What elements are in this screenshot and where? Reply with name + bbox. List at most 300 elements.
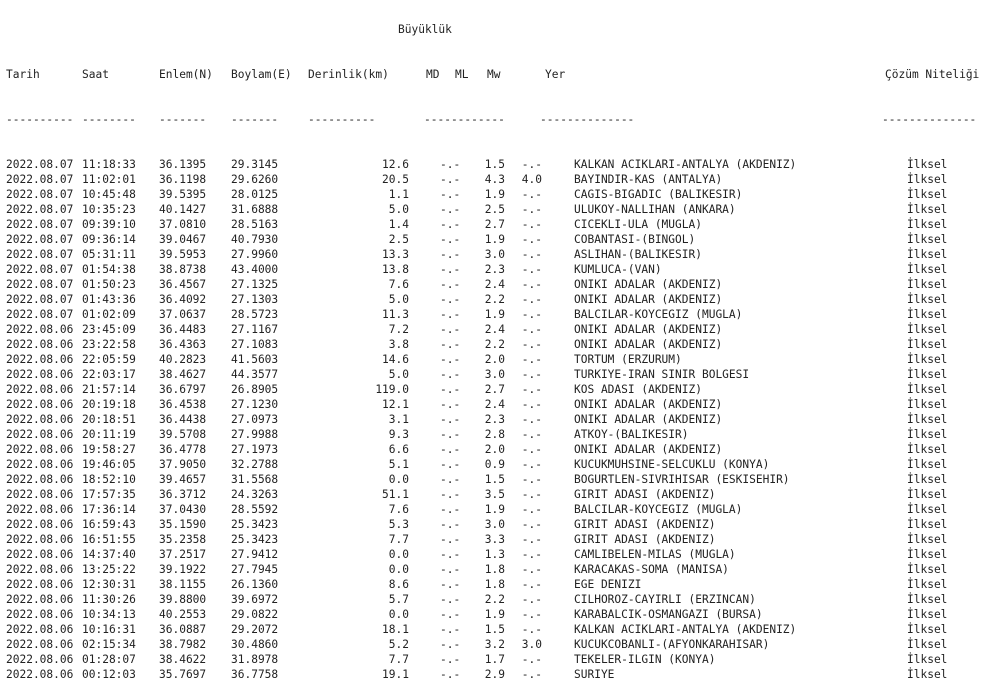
event-date: 2022.08.06 [6, 473, 74, 486]
event-mw: -.- [521, 323, 542, 336]
event-md: -.- [440, 428, 461, 441]
event-depth: 0.0 [388, 548, 409, 561]
event-mw: -.- [521, 458, 542, 471]
event-date: 2022.08.06 [6, 653, 74, 666]
event-solution-type: İlksel [907, 518, 948, 531]
event-mw: -.- [521, 608, 542, 621]
event-depth: 12.6 [382, 158, 409, 171]
separator-row [6, 112, 977, 127]
header-yer: Yer [545, 68, 566, 81]
event-time: 19:58:27 [82, 443, 136, 456]
event-longitude: 29.3145 [231, 158, 279, 171]
event-ml: 2.4 [484, 398, 505, 411]
table-row [6, 367, 977, 382]
event-solution-type: İlksel [907, 248, 948, 261]
event-mw: -.- [521, 653, 542, 666]
event-latitude: 38.8738 [159, 263, 207, 276]
event-longitude: 29.0822 [231, 608, 279, 621]
event-location: ASLIHAN-(BALIKESIR) [574, 248, 702, 261]
event-md: -.- [440, 413, 461, 426]
event-md: -.- [440, 458, 461, 471]
event-mw: -.- [521, 548, 542, 561]
event-solution-type: İlksel [907, 533, 948, 546]
event-location: GIRIT ADASI (AKDENIZ) [574, 533, 716, 546]
event-md: -.- [440, 608, 461, 621]
table-row [6, 172, 977, 187]
event-time: 18:52:10 [82, 473, 136, 486]
event-ml: 2.9 [484, 668, 505, 681]
event-mw: -.- [521, 443, 542, 456]
event-latitude: 39.0467 [159, 233, 207, 246]
table-row [6, 577, 977, 592]
event-longitude: 27.1303 [231, 293, 279, 306]
event-depth: 1.1 [388, 188, 409, 201]
table-row [6, 352, 977, 367]
event-latitude: 36.4438 [159, 413, 207, 426]
event-location: ONIKI ADALAR (AKDENIZ) [574, 443, 723, 456]
event-longitude: 24.3263 [231, 488, 279, 501]
event-location: BAYINDIR-KAS (ANTALYA) [574, 173, 723, 186]
table-row [6, 652, 977, 667]
event-location: TORTUM (ERZURUM) [574, 353, 682, 366]
event-depth: 11.3 [382, 308, 409, 321]
event-depth: 2.5 [388, 233, 409, 246]
event-date: 2022.08.07 [6, 293, 74, 306]
event-latitude: 35.2358 [159, 533, 207, 546]
event-location: KALKAN ACIKLARI-ANTALYA (AKDENIZ) [574, 623, 797, 636]
event-longitude: 27.7945 [231, 563, 279, 576]
event-location: EGE DENIZI [574, 578, 642, 591]
event-latitude: 37.0430 [159, 503, 207, 516]
event-solution-type: İlksel [907, 233, 948, 246]
event-depth: 5.2 [388, 638, 409, 651]
event-md: -.- [440, 503, 461, 516]
event-location: ATKOY-(BALIKESIR) [574, 428, 689, 441]
event-location: KUMLUCA-(VAN) [574, 263, 662, 276]
event-ml: 3.0 [484, 248, 505, 261]
event-latitude: 36.1198 [159, 173, 207, 186]
event-time: 02:15:34 [82, 638, 136, 651]
event-location: KUCUKMUHSINE-SELCUKLU (KONYA) [574, 458, 770, 471]
event-time: 20:19:18 [82, 398, 136, 411]
event-mw: -.- [521, 533, 542, 546]
event-md: -.- [440, 248, 461, 261]
event-time: 01:50:23 [82, 278, 136, 291]
event-time: 01:54:38 [82, 263, 136, 276]
event-longitude: 27.0973 [231, 413, 279, 426]
table-row [6, 607, 977, 622]
event-time: 11:30:26 [82, 593, 136, 606]
event-longitude: 27.9412 [231, 548, 279, 561]
event-solution-type: İlksel [907, 563, 948, 576]
event-time: 14:37:40 [82, 548, 136, 561]
event-latitude: 36.4538 [159, 398, 207, 411]
event-solution-type: İlksel [907, 413, 948, 426]
event-md: -.- [440, 263, 461, 276]
event-longitude: 27.1325 [231, 278, 279, 291]
event-solution-type: İlksel [907, 458, 948, 471]
event-time: 10:35:23 [82, 203, 136, 216]
header-ml: ML [455, 68, 469, 81]
event-solution-type: İlksel [907, 578, 948, 591]
event-mw: -.- [521, 233, 542, 246]
event-ml: 2.2 [484, 293, 505, 306]
event-md: -.- [440, 518, 461, 531]
event-solution-type: İlksel [907, 218, 948, 231]
table-row [6, 157, 977, 172]
table-row [6, 622, 977, 637]
event-md: -.- [440, 353, 461, 366]
event-mw: -.- [521, 623, 542, 636]
event-time: 17:57:35 [82, 488, 136, 501]
event-latitude: 39.5395 [159, 188, 207, 201]
event-solution-type: İlksel [907, 353, 948, 366]
table-row [6, 637, 977, 652]
separator-enlem: ------- [159, 113, 207, 126]
event-md: -.- [440, 548, 461, 561]
event-time: 09:39:10 [82, 218, 136, 231]
event-solution-type: İlksel [907, 473, 948, 486]
event-ml: 1.9 [484, 233, 505, 246]
event-date: 2022.08.06 [6, 548, 74, 561]
event-latitude: 39.5708 [159, 428, 207, 441]
event-depth: 18.1 [382, 623, 409, 636]
event-date: 2022.08.06 [6, 443, 74, 456]
event-md: -.- [440, 383, 461, 396]
event-latitude: 36.4778 [159, 443, 207, 456]
event-solution-type: İlksel [907, 278, 948, 291]
event-ml: 3.0 [484, 518, 505, 531]
event-ml: 1.9 [484, 503, 505, 516]
event-latitude: 38.1155 [159, 578, 207, 591]
event-date: 2022.08.06 [6, 458, 74, 471]
table-row [6, 562, 977, 577]
event-depth: 7.2 [388, 323, 409, 336]
header-md: MD [426, 68, 440, 81]
event-mw: -.- [521, 218, 542, 231]
event-latitude: 40.1427 [159, 203, 207, 216]
event-md: -.- [440, 443, 461, 456]
event-longitude: 40.7930 [231, 233, 279, 246]
event-longitude: 26.8905 [231, 383, 279, 396]
event-depth: 13.8 [382, 263, 409, 276]
event-time: 20:11:19 [82, 428, 136, 441]
magnitude-group-label: Büyüklük [398, 23, 452, 36]
header-saat: Saat [82, 68, 109, 81]
event-location: TEKELER-ILGIN (KONYA) [574, 653, 716, 666]
table-row [6, 517, 977, 532]
event-date: 2022.08.07 [6, 278, 74, 291]
event-longitude: 29.2072 [231, 623, 279, 636]
event-mw: -.- [521, 308, 542, 321]
table-row [6, 532, 977, 547]
event-time: 22:05:59 [82, 353, 136, 366]
event-solution-type: İlksel [907, 638, 948, 651]
event-solution-type: İlksel [907, 263, 948, 276]
event-date: 2022.08.07 [6, 308, 74, 321]
event-location: KARABALCIK-OSMANGAZI (BURSA) [574, 608, 763, 621]
table-row [6, 322, 977, 337]
event-mw: -.- [521, 368, 542, 381]
event-md: -.- [440, 398, 461, 411]
event-ml: 2.0 [484, 353, 505, 366]
header-tarih: Tarih [6, 68, 40, 81]
event-depth: 1.4 [388, 218, 409, 231]
event-time: 20:18:51 [82, 413, 136, 426]
event-longitude: 28.5723 [231, 308, 279, 321]
event-md: -.- [440, 218, 461, 231]
event-ml: 1.7 [484, 653, 505, 666]
event-location: BALCILAR-KOYCEGIZ (MUGLA) [574, 503, 743, 516]
event-location: CAMLIBELEN-MILAS (MUGLA) [574, 548, 736, 561]
event-ml: 2.3 [484, 413, 505, 426]
event-ml: 1.9 [484, 308, 505, 321]
event-longitude: 31.5568 [231, 473, 279, 486]
event-mw: -.- [521, 473, 542, 486]
event-md: -.- [440, 308, 461, 321]
table-row [6, 337, 977, 352]
event-time: 19:46:05 [82, 458, 136, 471]
event-location: ONIKI ADALAR (AKDENIZ) [574, 293, 723, 306]
event-latitude: 39.5953 [159, 248, 207, 261]
event-depth: 5.3 [388, 518, 409, 531]
event-ml: 2.4 [484, 278, 505, 291]
event-ml: 2.7 [484, 218, 505, 231]
event-latitude: 37.0810 [159, 218, 207, 231]
table-row [6, 487, 977, 502]
event-mw: -.- [521, 338, 542, 351]
event-time: 05:31:11 [82, 248, 136, 261]
event-depth: 8.6 [388, 578, 409, 591]
event-mw: -.- [521, 668, 542, 681]
event-mw: -.- [521, 353, 542, 366]
event-md: -.- [440, 323, 461, 336]
separator-derinlik: ---------- [308, 113, 376, 126]
event-solution-type: İlksel [907, 548, 948, 561]
event-longitude: 39.6972 [231, 593, 279, 606]
event-depth: 0.0 [388, 563, 409, 576]
table-row [6, 397, 977, 412]
event-solution-type: İlksel [907, 668, 948, 681]
event-depth: 5.0 [388, 293, 409, 306]
event-depth: 7.6 [388, 278, 409, 291]
event-md: -.- [440, 173, 461, 186]
table-row [6, 472, 977, 487]
event-latitude: 36.3712 [159, 488, 207, 501]
event-longitude: 25.3423 [231, 518, 279, 531]
event-mw: -.- [521, 428, 542, 441]
event-ml: 1.9 [484, 608, 505, 621]
event-depth: 0.0 [388, 473, 409, 486]
event-ml: 3.2 [484, 638, 505, 651]
event-longitude: 32.2788 [231, 458, 279, 471]
event-longitude: 27.1230 [231, 398, 279, 411]
event-solution-type: İlksel [907, 623, 948, 636]
event-date: 2022.08.06 [6, 503, 74, 516]
event-solution-type: İlksel [907, 593, 948, 606]
event-depth: 119.0 [375, 383, 409, 396]
event-depth: 7.6 [388, 503, 409, 516]
event-ml: 4.3 [484, 173, 505, 186]
event-latitude: 36.4363 [159, 338, 207, 351]
table-row [6, 262, 977, 277]
event-date: 2022.08.06 [6, 518, 74, 531]
event-solution-type: İlksel [907, 503, 948, 516]
table-row [6, 217, 977, 232]
event-md: -.- [440, 473, 461, 486]
header-row [6, 67, 980, 82]
event-latitude: 35.1590 [159, 518, 207, 531]
event-location: BALCILAR-KOYCEGIZ (MUGLA) [574, 308, 743, 321]
event-latitude: 36.0887 [159, 623, 207, 636]
event-location: ULUKOY-NALLIHAN (ANKARA) [574, 203, 736, 216]
event-time: 16:59:43 [82, 518, 136, 531]
event-latitude: 39.4657 [159, 473, 207, 486]
event-ml: 1.8 [484, 578, 505, 591]
event-time: 01:02:09 [82, 308, 136, 321]
event-date: 2022.08.06 [6, 398, 74, 411]
event-depth: 5.1 [388, 458, 409, 471]
event-solution-type: İlksel [907, 653, 948, 666]
event-location: ONIKI ADALAR (AKDENIZ) [574, 413, 723, 426]
event-ml: 2.2 [484, 593, 505, 606]
event-time: 09:36:14 [82, 233, 136, 246]
event-solution-type: İlksel [907, 383, 948, 396]
event-mw: -.- [521, 188, 542, 201]
event-latitude: 36.4092 [159, 293, 207, 306]
table-row [6, 502, 977, 517]
event-time: 01:28:07 [82, 653, 136, 666]
event-depth: 14.6 [382, 353, 409, 366]
table-row [6, 547, 977, 562]
event-longitude: 31.8978 [231, 653, 279, 666]
event-location: GIRIT ADASI (AKDENIZ) [574, 488, 716, 501]
event-depth: 12.1 [382, 398, 409, 411]
event-date: 2022.08.06 [6, 638, 74, 651]
event-md: -.- [440, 593, 461, 606]
event-longitude: 28.0125 [231, 188, 279, 201]
event-latitude: 39.8800 [159, 593, 207, 606]
event-mw: -.- [521, 263, 542, 276]
event-ml: 2.5 [484, 203, 505, 216]
event-ml: 3.3 [484, 533, 505, 546]
table-row [6, 292, 977, 307]
event-ml: 2.7 [484, 383, 505, 396]
event-depth: 5.0 [388, 203, 409, 216]
event-time: 16:51:55 [82, 533, 136, 546]
event-location: KOS ADASI (AKDENIZ) [574, 383, 702, 396]
event-mw: -.- [521, 158, 542, 171]
event-time: 12:30:31 [82, 578, 136, 591]
event-latitude: 36.1395 [159, 158, 207, 171]
event-ml: 1.8 [484, 563, 505, 576]
table-row [6, 412, 977, 427]
event-ml: 0.9 [484, 458, 505, 471]
event-md: -.- [440, 158, 461, 171]
event-date: 2022.08.07 [6, 173, 74, 186]
event-depth: 0.0 [388, 608, 409, 621]
event-longitude: 29.6260 [231, 173, 279, 186]
event-mw: -.- [521, 488, 542, 501]
event-solution-type: İlksel [907, 293, 948, 306]
table-row [6, 307, 977, 322]
event-date: 2022.08.06 [6, 668, 74, 681]
earthquake-listing [6, 0, 980, 697]
event-latitude: 40.2553 [159, 608, 207, 621]
event-time: 00:12:03 [82, 668, 136, 681]
event-time: 21:57:14 [82, 383, 136, 396]
event-longitude: 27.1083 [231, 338, 279, 351]
event-location: ONIKI ADALAR (AKDENIZ) [574, 323, 723, 336]
event-date: 2022.08.06 [6, 488, 74, 501]
event-location: COBANTASI-(BINGOL) [574, 233, 696, 246]
event-solution-type: İlksel [907, 308, 948, 321]
event-md: -.- [440, 668, 461, 681]
table-row [6, 247, 977, 262]
event-depth: 6.6 [388, 443, 409, 456]
event-ml: 2.8 [484, 428, 505, 441]
event-location: CICEKLI-ULA (MUGLA) [574, 218, 702, 231]
event-date: 2022.08.06 [6, 428, 74, 441]
event-longitude: 27.9960 [231, 248, 279, 261]
event-mw: -.- [521, 398, 542, 411]
event-md: -.- [440, 338, 461, 351]
event-depth: 51.1 [382, 488, 409, 501]
event-mw: -.- [521, 278, 542, 291]
event-ml: 1.9 [484, 188, 505, 201]
separator-yer: -------------- [540, 113, 635, 126]
event-solution-type: İlksel [907, 338, 948, 351]
event-solution-type: İlksel [907, 173, 948, 186]
table-row [6, 592, 977, 607]
event-solution-type: İlksel [907, 188, 948, 201]
event-solution-type: İlksel [907, 608, 948, 621]
header-enlem: Enlem(N) [159, 68, 213, 81]
event-latitude: 35.7697 [159, 668, 207, 681]
event-depth: 3.1 [388, 413, 409, 426]
event-time: 01:43:36 [82, 293, 136, 306]
event-md: -.- [440, 368, 461, 381]
header-mw: Mw [487, 68, 501, 81]
table-row [6, 667, 977, 682]
table-row [6, 457, 977, 472]
event-location: CAGIS-BIGADIC (BALIKESIR) [574, 188, 743, 201]
event-date: 2022.08.07 [6, 188, 74, 201]
event-time: 11:18:33 [82, 158, 136, 171]
event-md: -.- [440, 623, 461, 636]
event-longitude: 43.4000 [231, 263, 279, 276]
event-depth: 5.0 [388, 368, 409, 381]
event-md: -.- [440, 233, 461, 246]
event-ml: 2.2 [484, 338, 505, 351]
event-mw: -.- [521, 563, 542, 576]
table-row [6, 442, 977, 457]
header-derinlik: Derinlik(km) [308, 68, 389, 81]
magnitude-group-row [6, 22, 977, 37]
event-depth: 13.3 [382, 248, 409, 261]
event-date: 2022.08.06 [6, 353, 74, 366]
event-time: 10:16:31 [82, 623, 136, 636]
separator-cozum: -------------- [882, 113, 977, 126]
event-depth: 5.7 [388, 593, 409, 606]
table-row [6, 202, 977, 217]
event-solution-type: İlksel [907, 488, 948, 501]
event-md: -.- [440, 638, 461, 651]
event-date: 2022.08.07 [6, 248, 74, 261]
table-row [6, 427, 977, 442]
event-time: 11:02:01 [82, 173, 136, 186]
event-longitude: 41.5603 [231, 353, 279, 366]
